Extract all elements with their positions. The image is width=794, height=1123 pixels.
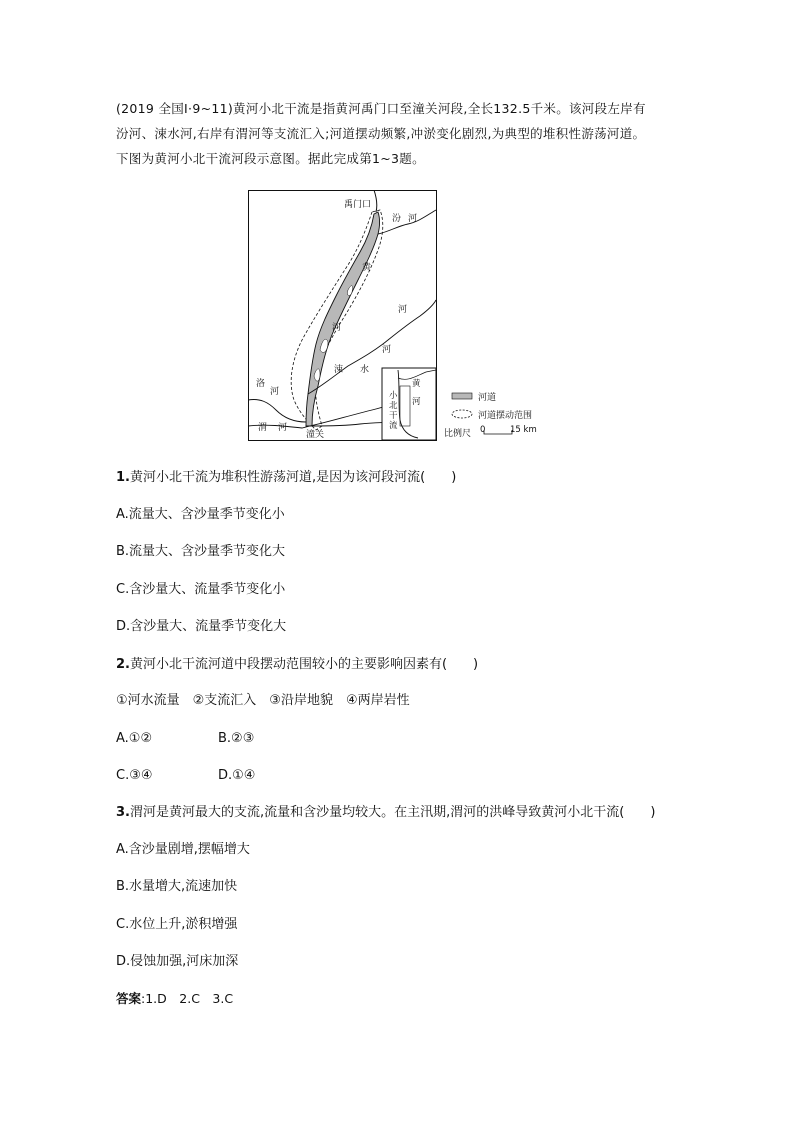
label-su-3: 河: [382, 345, 392, 355]
q2-option-a: A.①②: [116, 731, 153, 746]
legend-range-label: 河道摆动范围: [478, 411, 533, 421]
q2-option-b: B.②③: [218, 731, 255, 746]
q3-option-b: B.水量增大,流速加快: [116, 879, 238, 894]
question-2-text: 黄河小北干流河道中段摆动范围较小的主要影响因素有( ): [129, 657, 479, 672]
scale-bar: [484, 430, 512, 434]
inset-label-huang: 黄: [412, 379, 421, 389]
answer-text: :1.D 2.C 3.C: [141, 991, 234, 1006]
intro-line-2: 汾河、涑水河,右岸有渭河等支流汇入;河道摆动频繁,冲淤变化剧烈,为典型的堆积性游荡河道。: [116, 126, 646, 141]
label-huang-3: 河: [398, 305, 408, 315]
question-1-text: 黄河小北干流为堆积性游荡河道,是因为该河段河流( ): [129, 470, 457, 485]
question-2-number: 2.: [116, 657, 130, 672]
inset-label-bei: 北: [389, 401, 398, 411]
inset-label-xiao: 小: [389, 391, 398, 401]
question-1-stem: [116, 469, 456, 487]
scale-value: 15 km: [510, 425, 537, 435]
label-luo-2: 河: [270, 387, 280, 397]
label-huang-1: 黄: [362, 263, 372, 273]
river-map-figure: [248, 190, 548, 442]
inset-label-liu: 流: [389, 421, 398, 431]
river-map: [248, 190, 548, 442]
label-luo-1: 洛: [256, 379, 266, 389]
label-tongguan: 潼关: [306, 430, 325, 440]
label-su-2: 水: [360, 365, 370, 375]
question-1-number: 1.: [116, 470, 130, 485]
answer-line: [116, 989, 233, 1007]
question-3-text: 渭河是黄河最大的支流,流量和含沙量均较大。在主汛期,渭河的洪峰导致黄河小北干流( ): [129, 805, 656, 820]
yellow-river-upper: [374, 190, 377, 212]
scale-zero: 0: [480, 425, 486, 435]
inset-label-he: 河: [412, 397, 421, 407]
question-3-number: 3.: [116, 805, 130, 820]
q3-option-a: A.含沙量剧增,摆幅增大: [116, 842, 250, 857]
inset-label-gan: 干: [389, 411, 398, 421]
q2-option-c: C.③④: [116, 768, 153, 783]
label-huang-2: 河: [332, 323, 342, 333]
q1-option-d: D.含沙量大、流量季节变化大: [116, 619, 287, 634]
scale-label: 比例尺: [444, 429, 472, 439]
legend-channel-fill: [452, 393, 472, 399]
q3-option-c: C.水位上升,淤积增强: [116, 917, 238, 932]
luo-river: [248, 399, 306, 422]
question-2-stem: [116, 656, 478, 674]
q2-items: ①河水流量 ②支流汇入 ③沿岸地貌 ④两岸岩性: [116, 693, 410, 708]
intro-line-1: (2019 全国Ⅰ·9~11)黄河小北干流是指黄河禹门口至潼关河段,全长132.5千米。该河段左岸有: [116, 101, 646, 116]
map-legend: [444, 391, 537, 439]
question-3-stem: [116, 804, 655, 822]
q3-option-d: D.侵蚀加强,河床加深: [116, 954, 239, 969]
q1-option-c: C.含沙量大、流量季节变化小: [116, 582, 286, 597]
intro-line-3: 下图为黄河小北干流河段示意图。据此完成第1~3题。: [116, 151, 425, 166]
q1-option-a: A.流量大、含沙量季节变化小: [116, 507, 285, 522]
label-fen-1: 汾: [392, 214, 402, 224]
q1-option-b: B.流量大、含沙量季节变化大: [116, 544, 286, 559]
label-wei-2: 河: [278, 423, 288, 433]
label-yumenkou: 禹门口: [344, 200, 372, 210]
answer-label: 答案: [116, 991, 142, 1006]
legend-range-symbol: [452, 410, 472, 418]
label-fen-2: 河: [408, 214, 418, 224]
label-wei-1: 渭: [258, 423, 268, 433]
label-su-1: 涑: [334, 365, 344, 375]
legend-channel-label: 河道: [478, 393, 497, 403]
q2-option-d: D.①④: [218, 768, 256, 783]
fen-river: [378, 210, 436, 234]
intro-paragraph: [116, 96, 696, 171]
